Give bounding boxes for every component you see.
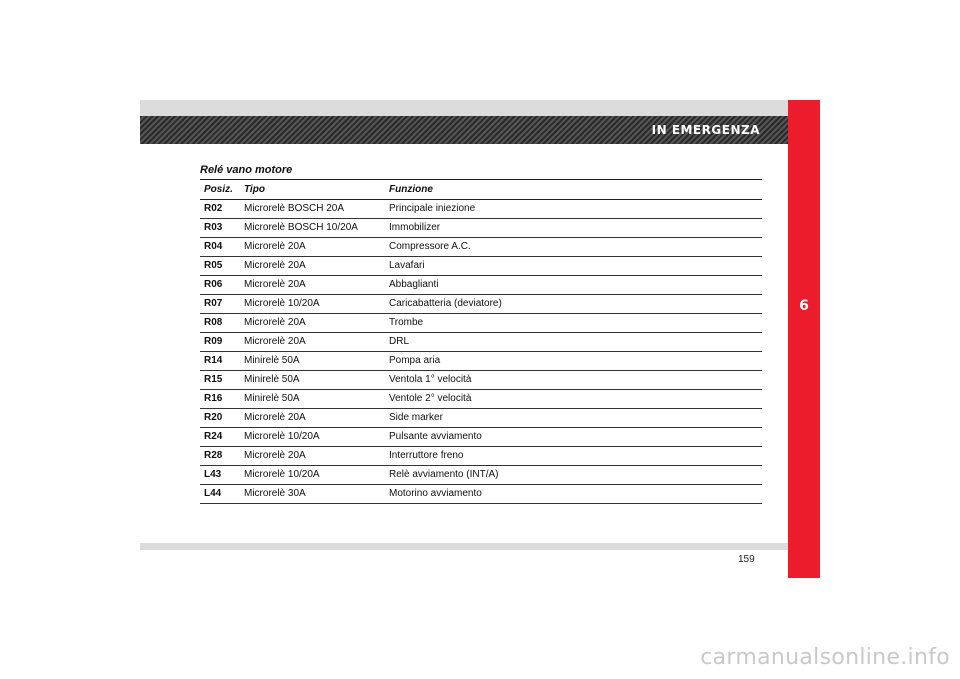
header-title: IN EMERGENZA [651,123,760,137]
cell-posiz: R03 [204,222,223,233]
page-number: 159 [738,554,755,565]
table-row [200,428,762,447]
table-row [200,390,762,409]
cell-posiz: R20 [204,412,223,423]
chapter-number: 6 [799,298,809,314]
header-band [140,116,788,144]
cell-funzione: Side marker [389,412,443,423]
cell-tipo: Minirelè 50A [244,355,300,366]
cell-posiz: L43 [204,469,222,480]
table-row [200,295,762,314]
cell-tipo: Microrelè 20A [244,317,306,328]
cell-tipo: Microrelè 20A [244,450,306,461]
relay-table-section [200,162,762,504]
cell-funzione: Pompa aria [389,355,441,366]
header-top-bar [140,100,788,116]
column-header-tipo: Tipo [244,184,265,195]
column-header-funzione: Funzione [389,184,433,195]
table-header [200,180,762,200]
cell-posiz: R02 [204,203,223,214]
cell-tipo: Microrelè 30A [244,488,306,499]
cell-posiz: R28 [204,450,223,461]
cell-tipo: Microrelè 20A [244,279,306,290]
cell-tipo: Microrelè 20A [244,336,306,347]
table-row [200,333,762,352]
cell-funzione: Abbaglianti [389,279,439,290]
cell-funzione: Relè avviamento (INT/A) [389,469,499,480]
cell-posiz: R08 [204,317,223,328]
cell-tipo: Microrelè BOSCH 10/20A [244,222,358,233]
cell-posiz: R15 [204,374,223,385]
cell-tipo: Microrelè 10/20A [244,431,320,442]
cell-funzione: Interruttore freno [389,450,464,461]
cell-tipo: Microrelè 10/20A [244,298,320,309]
cell-posiz: R16 [204,393,223,404]
cell-posiz: R09 [204,336,223,347]
cell-funzione: Principale iniezione [389,203,476,214]
cell-tipo: Microrelè 20A [244,412,306,423]
cell-funzione: Ventola 1° velocità [389,374,472,385]
cell-funzione: Immobilizer [389,222,441,233]
cell-posiz: R14 [204,355,223,366]
table-row [200,409,762,428]
watermark: carmanualsonline.info [700,645,950,670]
table-row [200,466,762,485]
table-row [200,257,762,276]
table-row [200,238,762,257]
cell-posiz: R05 [204,260,223,271]
cell-funzione: DRL [389,336,410,347]
table-row [200,276,762,295]
cell-tipo: Microrelè 20A [244,241,306,252]
table-row [200,371,762,390]
column-header-posiz: Posiz. [204,184,233,195]
cell-tipo: Minirelè 50A [244,393,300,404]
table-row [200,200,762,219]
section-title: Relé vano motore [200,162,762,180]
table-row [200,352,762,371]
cell-posiz: R24 [204,431,223,442]
cell-funzione: Pulsante avviamento [389,431,482,442]
table-row [200,447,762,466]
cell-funzione: Caricabatteria (deviatore) [389,298,502,309]
cell-posiz: L44 [204,488,222,499]
table-row [200,219,762,238]
cell-funzione: Motorino avviamento [389,488,482,499]
cell-tipo: Microrelè BOSCH 20A [244,203,345,214]
chapter-tab [788,100,820,578]
cell-tipo: Microrelè 20A [244,260,306,271]
cell-posiz: R07 [204,298,223,309]
cell-tipo: Minirelè 50A [244,374,300,385]
cell-posiz: R06 [204,279,223,290]
table-row [200,485,762,504]
cell-funzione: Lavafari [389,260,425,271]
footer-bar [140,543,788,550]
cell-funzione: Compressore A.C. [389,241,471,252]
cell-posiz: R04 [204,241,223,252]
cell-tipo: Microrelè 10/20A [244,469,320,480]
cell-funzione: Ventole 2° velocità [389,393,472,404]
cell-funzione: Trombe [389,317,424,328]
table-body [200,200,762,504]
table-row [200,314,762,333]
